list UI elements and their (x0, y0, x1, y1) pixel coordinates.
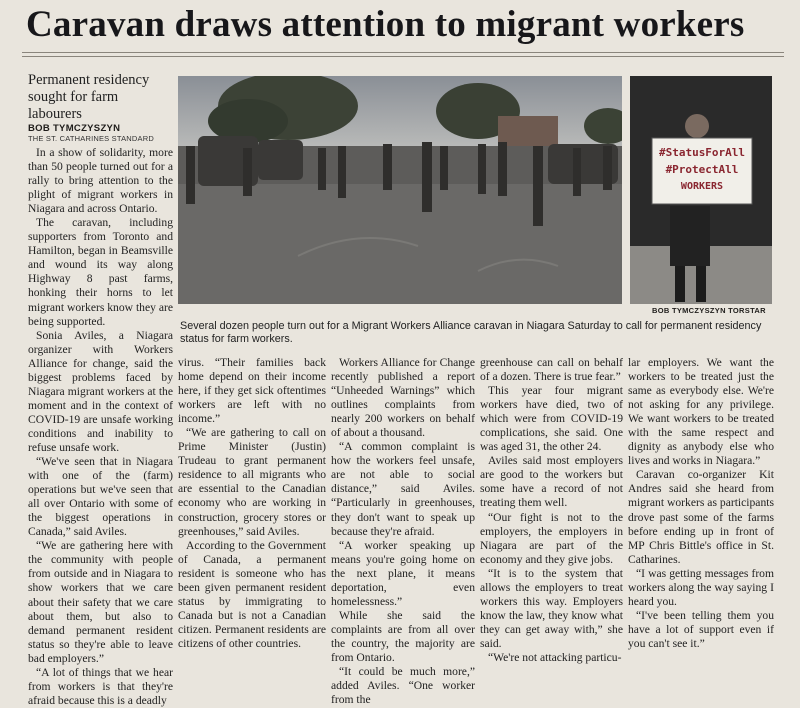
paragraph: “A worker speaking up means you're going home on the next plane, it means deportation, even homelessness.” (331, 538, 475, 608)
paragraph: “Our fight is not to the employers, the employers in Niagara are part of the economy and they give jobs. (480, 510, 623, 566)
paragraph: “A lot of things that we hear from workers is that they're afraid because this is a deadly (28, 665, 173, 707)
rally-photo (178, 76, 622, 304)
rally-photo-image (178, 76, 622, 304)
sign-text: #StatusForAll (658, 146, 746, 159)
article-column-4 (480, 356, 623, 665)
photo-credit: BOB TYMCZYSZYN TORSTAR (652, 306, 766, 315)
byline-source: THE ST. CATHARINES STANDARD (28, 134, 154, 143)
paragraph: virus. “Their families back home depend on their income here, if they get sick oftentimes workers are left with no income.” (178, 356, 326, 426)
article-column-2 (178, 356, 326, 651)
paragraph: While she said the complaints are from all over the country, the majority are from Ontario. (331, 608, 475, 664)
article-column-1 (28, 146, 173, 708)
paragraph: “I've been telling them you have a lot of support even if you can't see it.” (628, 608, 774, 650)
headline: Caravan draws attention to migrant workers (26, 4, 745, 45)
paragraph: Aviles said most employers are good to the workers but some have a record of not treating them well. (480, 454, 623, 510)
paragraph: The caravan, including supporters from Toronto and Hamilton, began in Beamsville and wound its way along Highway 8 past farms, honking their horns to let migrant workers know they are being supported. (28, 216, 173, 328)
paragraph: In a show of solidarity, more than 50 people turned out for a rally to bring attention to the plight of migrant workers in Niagara and across Ontario. (28, 146, 173, 216)
paragraph: “It could be much more,” added Aviles. “One worker from the (331, 665, 475, 707)
article-column-3 (331, 356, 475, 707)
paragraph: greenhouse can call on behalf of a dozen. There is true fear.” (480, 356, 623, 384)
sign-text: WORKERS (680, 181, 724, 192)
paragraph: Sonia Aviles, a Niagara organizer with Workers Alliance for change, said the biggest problems faced by Niagara migrant workers at the moment and in the context of COVID-19 are unsafe working conditions and inability to refuse unsafe work. (28, 328, 173, 454)
photo-caption: Several dozen people turn out for a Migrant Workers Alliance caravan in Niagara Saturday to call for permanent residency status for farm workers. (180, 320, 762, 345)
article-column-5 (628, 356, 774, 651)
paragraph: lar employers. We want the workers to be treated just the same as everybody else. We're not asking for any privilege. We want workers to be treated with the same respect and dignity as anybody else who lives and works in Niagara.” (628, 356, 774, 468)
headline-rule (22, 52, 784, 53)
paragraph: “A common complaint is how the workers feel unsafe, are not able to social distance,” said Aviles. “Particularly in greenhouses, they don't want to speak up because they're afraid. (331, 440, 475, 538)
subhead: Permanent residency sought for farm labourers (28, 72, 150, 122)
paragraph: “I was getting messages from workers along the way saying I heard you. (628, 566, 774, 608)
paragraph: This year four migrant workers have died, two of which were from COVID-19 complications, she said. One was aged 31, the other 24. (480, 384, 623, 454)
paragraph: “We are gathering here with the community with people from outside and in Niagara to show workers that we care about their safety that we care about them, but also to demand permanent resident status so they're able to leave bad employers.” (28, 539, 173, 665)
paragraph: According to the Government of Canada, a permanent resident is someone who has been given permanent resident status by immigrating to Canada but is not a Canadian citizen. Permanent residents are citizens of other countries. (178, 538, 326, 650)
paragraph: “We've seen that in Niagara with one of the (farm) operations but we've seen that all over Ontario with some of the biggest operations in Canada,” said Aviles. (28, 455, 173, 539)
headline-rule-2 (22, 56, 784, 57)
paragraph: “We are gathering to call on Prime Minister (Justin) Trudeau to grant permanent residence to all migrants who are essential to the Canadian economy who are working in construction, grocery stores or greenhouses,” said Aviles. (178, 426, 326, 538)
sign-text: #ProtectAll (665, 163, 739, 176)
paragraph: “It is to the system that allows the employers to treat workers this way. Employers know the law, they know what they can get away with,” she said. (480, 566, 623, 650)
paragraph: “We're not attacking particu- (488, 650, 622, 664)
byline: BOB TYMCZYSZYN (28, 123, 121, 134)
paragraph: Caravan co-organizer Kit Andres said she heard from migrant workers as participants drove past some of the farms before ending up in front of MP Chris Bittle's office in St. Catharines. (628, 468, 774, 566)
sign-photo (630, 76, 772, 304)
paragraph: Workers Alliance for Change recently published a report “Unheeded Warnings” which outlines complaints from nearly 200 workers on behalf of about a thousand. (331, 356, 475, 440)
